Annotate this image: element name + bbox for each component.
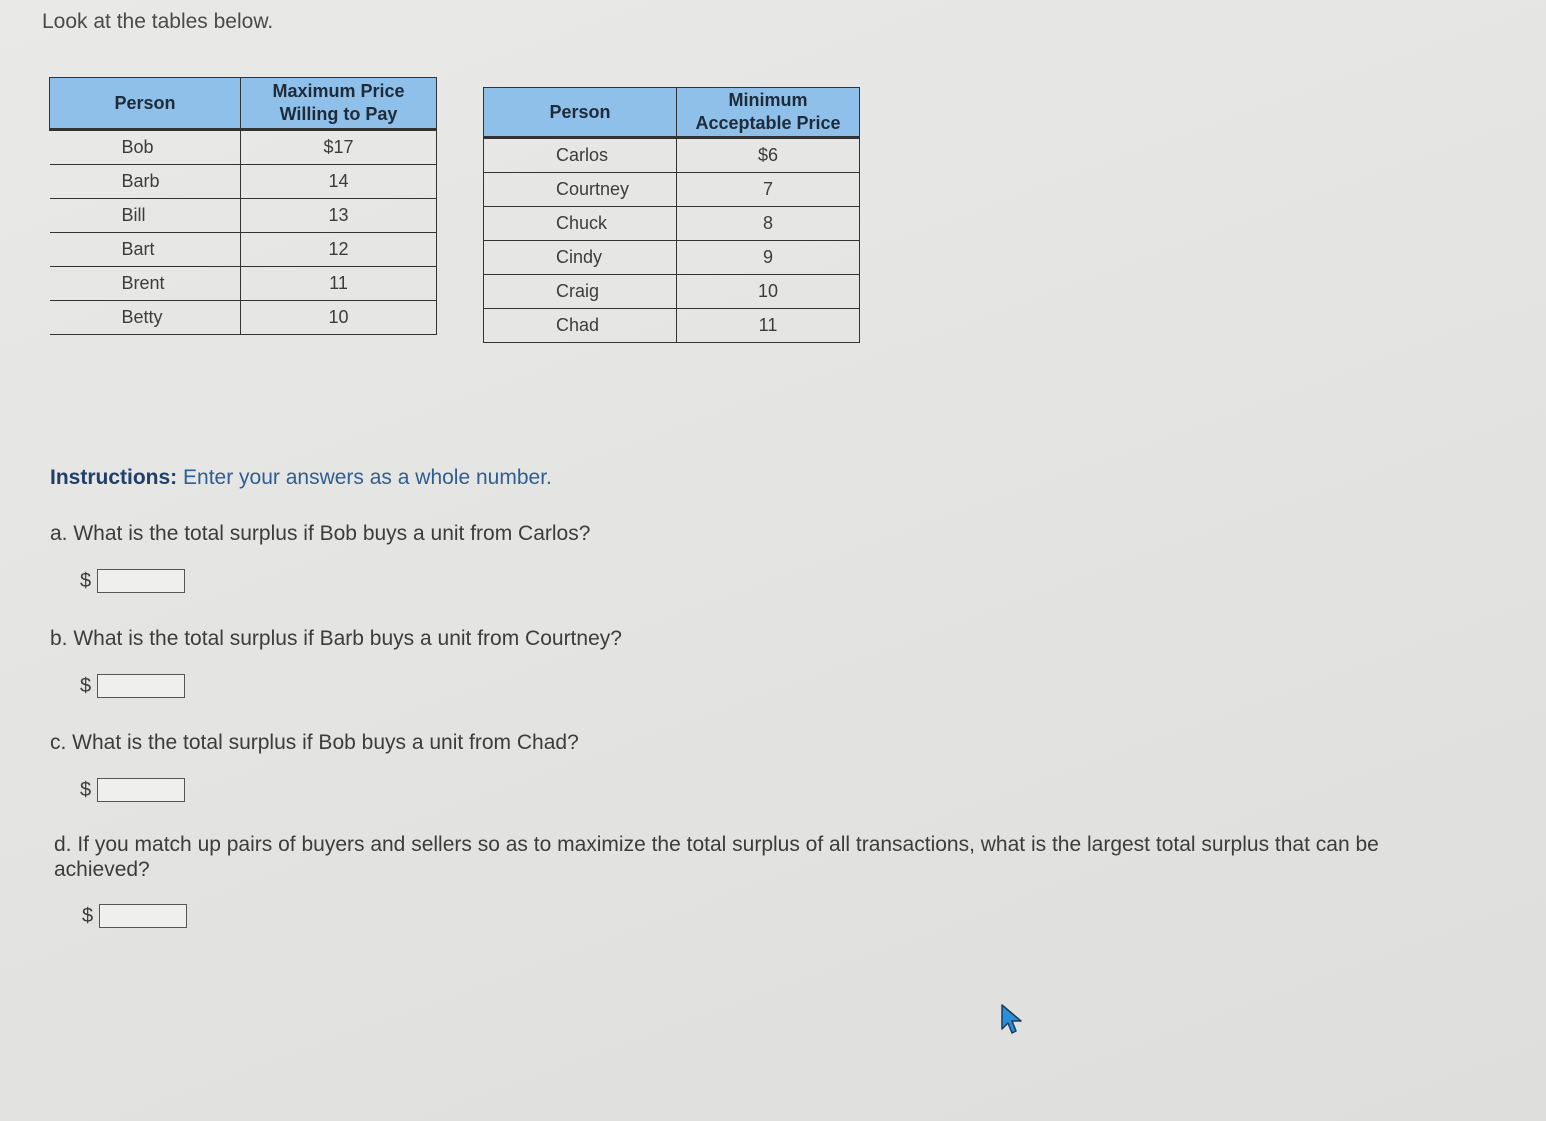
buyer-max-price: 11 bbox=[241, 267, 437, 301]
instructions bbox=[50, 466, 552, 490]
intro-text: Look at the tables below. bbox=[42, 10, 274, 33]
answer-row-b bbox=[80, 674, 185, 698]
table-row bbox=[484, 173, 860, 207]
table-row bbox=[50, 199, 437, 233]
seller-min-price: $6 bbox=[677, 138, 860, 173]
seller-name: Courtney bbox=[484, 173, 677, 207]
question-a: a. What is the total surplus if Bob buys a unit from Carlos? bbox=[50, 522, 591, 545]
seller-min-price: 11 bbox=[677, 309, 860, 343]
answer-input-a[interactable] bbox=[97, 569, 185, 593]
question-d: d. If you match up pairs of buyers and sellers so as to maximize the total surplus of all transactions, what is the largest total surplus that can be achieved? bbox=[54, 833, 1379, 881]
currency-symbol: $ bbox=[80, 674, 92, 697]
instructions-label: Instructions: bbox=[50, 466, 178, 489]
sellers-header-min-price-line2: Acceptable Price bbox=[695, 113, 841, 133]
table-row bbox=[484, 241, 860, 275]
seller-min-price: 7 bbox=[677, 173, 860, 207]
sellers-header-min-price bbox=[677, 88, 860, 138]
seller-name: Chuck bbox=[484, 207, 677, 241]
seller-name: Craig bbox=[484, 275, 677, 309]
table-row bbox=[484, 309, 860, 343]
seller-name: Carlos bbox=[484, 138, 677, 173]
buyers-table bbox=[49, 77, 437, 335]
sellers-table-header-row bbox=[484, 88, 860, 138]
sellers-table bbox=[483, 87, 860, 343]
buyers-header-max-price-line2: Willing to Pay bbox=[279, 104, 398, 124]
seller-name: Chad bbox=[484, 309, 677, 343]
buyer-name: Bob bbox=[50, 130, 241, 165]
answer-input-b[interactable] bbox=[97, 674, 185, 698]
table-row bbox=[50, 165, 437, 199]
seller-min-price: 10 bbox=[677, 275, 860, 309]
table-row bbox=[484, 138, 860, 173]
buyers-header-person: Person bbox=[50, 78, 241, 130]
buyers-header-max-price-line1: Maximum Price bbox=[272, 81, 405, 101]
currency-symbol: $ bbox=[80, 569, 92, 592]
table-row bbox=[484, 275, 860, 309]
buyers-table-header-row bbox=[50, 78, 437, 130]
buyer-name: Betty bbox=[50, 301, 241, 335]
sellers-header-min-price-line1: Minimum bbox=[728, 90, 808, 110]
buyer-max-price: 12 bbox=[241, 233, 437, 267]
question-c: c. What is the total surplus if Bob buys a unit from Chad? bbox=[50, 731, 579, 754]
buyers-header-max-price bbox=[241, 78, 437, 130]
buyer-max-price: 10 bbox=[241, 301, 437, 335]
buyer-max-price: $17 bbox=[241, 130, 437, 165]
answer-row-a bbox=[80, 569, 185, 593]
seller-name: Cindy bbox=[484, 241, 677, 275]
currency-symbol: $ bbox=[82, 904, 94, 927]
mouse-pointer-icon bbox=[1000, 1003, 1026, 1040]
buyer-name: Brent bbox=[50, 267, 241, 301]
table-row bbox=[50, 130, 437, 165]
seller-min-price: 8 bbox=[677, 207, 860, 241]
currency-symbol: $ bbox=[80, 778, 92, 801]
table-row bbox=[484, 207, 860, 241]
buyer-name: Bart bbox=[50, 233, 241, 267]
answer-input-d[interactable] bbox=[99, 904, 187, 928]
buyer-max-price: 13 bbox=[241, 199, 437, 233]
question-b: b. What is the total surplus if Barb buys a unit from Courtney? bbox=[50, 627, 622, 650]
seller-min-price: 9 bbox=[677, 241, 860, 275]
buyer-max-price: 14 bbox=[241, 165, 437, 199]
table-row bbox=[50, 233, 437, 267]
buyer-name: Barb bbox=[50, 165, 241, 199]
answer-row-d bbox=[82, 904, 187, 928]
table-row bbox=[50, 267, 437, 301]
answer-row-c bbox=[80, 778, 185, 802]
instructions-text: Enter your answers as a whole number. bbox=[177, 466, 552, 489]
answer-input-c[interactable] bbox=[97, 778, 185, 802]
table-row bbox=[50, 301, 437, 335]
sellers-header-person: Person bbox=[484, 88, 677, 138]
buyer-name: Bill bbox=[50, 199, 241, 233]
